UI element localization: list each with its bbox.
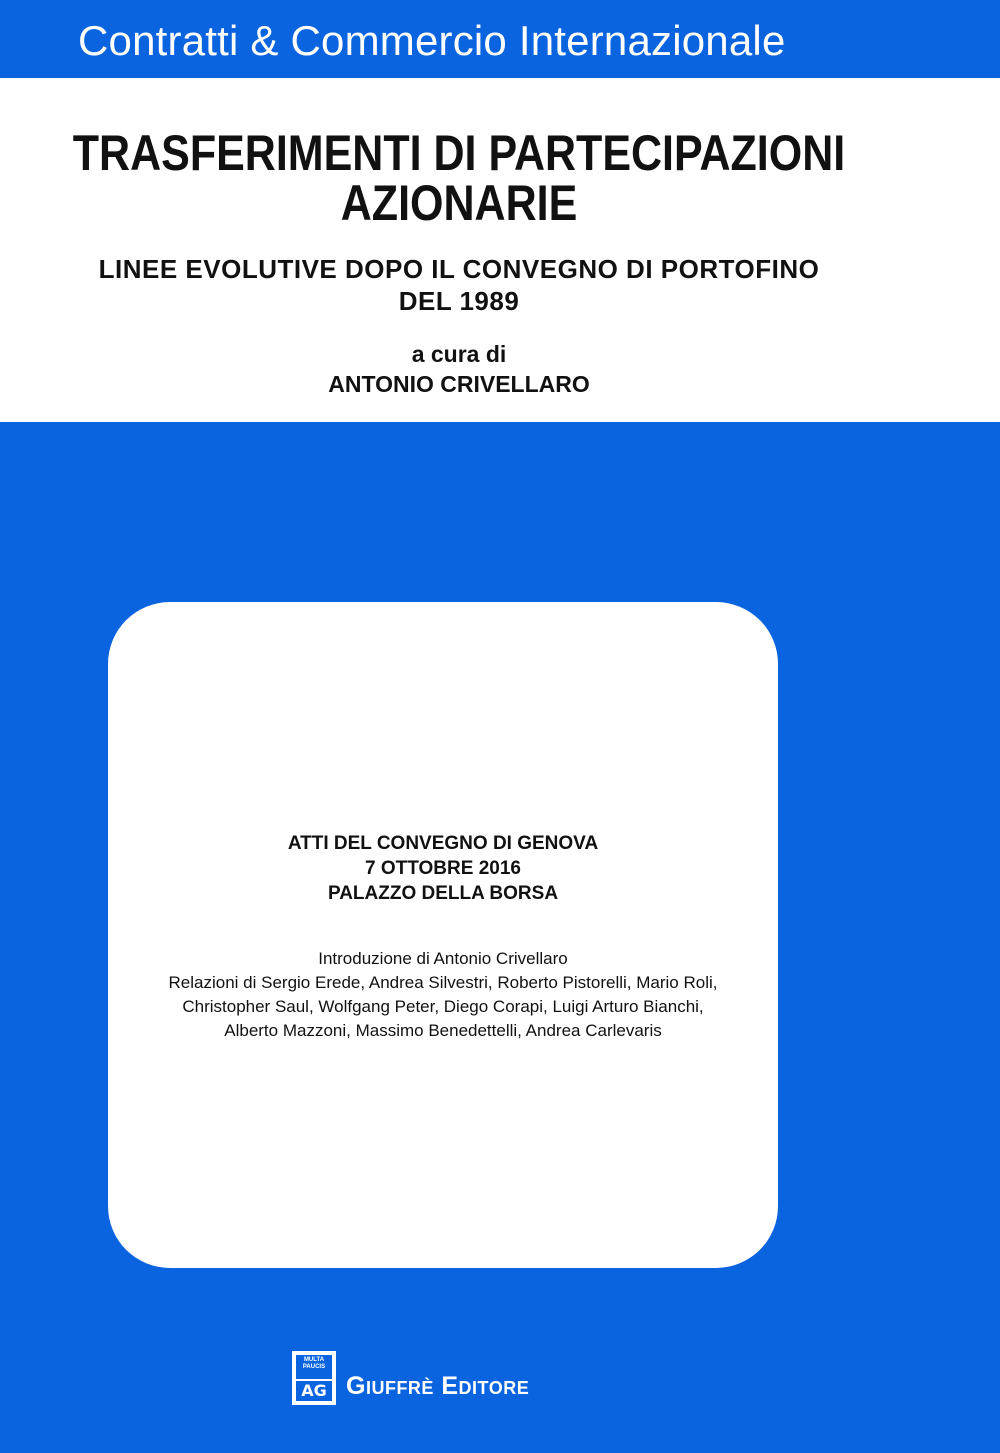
proceedings-line-2: 7 OTTOBRE 2016 — [365, 858, 521, 879]
contributors-line-3: Christopher Saul, Wolfgang Peter, Diego Corapi, Luigi Arturo Bianchi, — [182, 997, 704, 1016]
publisher-name: Giuffrè Editore — [346, 1372, 530, 1400]
book-title-line-1: TRASFERIMENTI DI PARTECIPAZIONI — [72, 125, 846, 181]
contributors-block — [108, 947, 778, 1043]
series-title: Contratti & Commercio Internazionale — [78, 17, 786, 64]
curator-block — [0, 339, 918, 399]
book-subtitle — [0, 253, 918, 317]
curator-name: ANTONIO CRIVELLARO — [328, 371, 590, 397]
publisher-logo-initials: AG — [296, 1381, 332, 1401]
proceedings-line-1: ATTI DEL CONVEGNO DI GENOVA — [287, 833, 599, 854]
info-panel — [108, 602, 778, 1268]
publisher-logo — [292, 1351, 336, 1405]
contributors-line-1: Introduzione di Antonio Crivellaro — [318, 949, 568, 968]
publisher-mark — [292, 1351, 612, 1403]
proceedings-block — [108, 831, 778, 906]
book-title — [64, 125, 853, 231]
book-subtitle-line-2: DEL 1989 — [398, 286, 520, 316]
contributors-line-2: Relazioni di Sergio Erede, Andrea Silvestri, Roberto Pistorelli, Mario Roli, — [168, 973, 718, 992]
book-title-line-2: AZIONARIE — [340, 175, 578, 231]
proceedings-line-3: PALAZZO DELLA BORSA — [327, 883, 559, 904]
curator-label: a cura di — [411, 341, 507, 367]
publisher-logo-motto: MULTA PAUCIS — [296, 1355, 332, 1379]
contributors-line-4: Alberto Mazzoni, Massimo Benedettelli, Andrea Carlevaris — [224, 1021, 662, 1040]
book-subtitle-line-1: LINEE EVOLUTIVE DOPO IL CONVEGNO DI PORTOFINO — [98, 254, 820, 284]
